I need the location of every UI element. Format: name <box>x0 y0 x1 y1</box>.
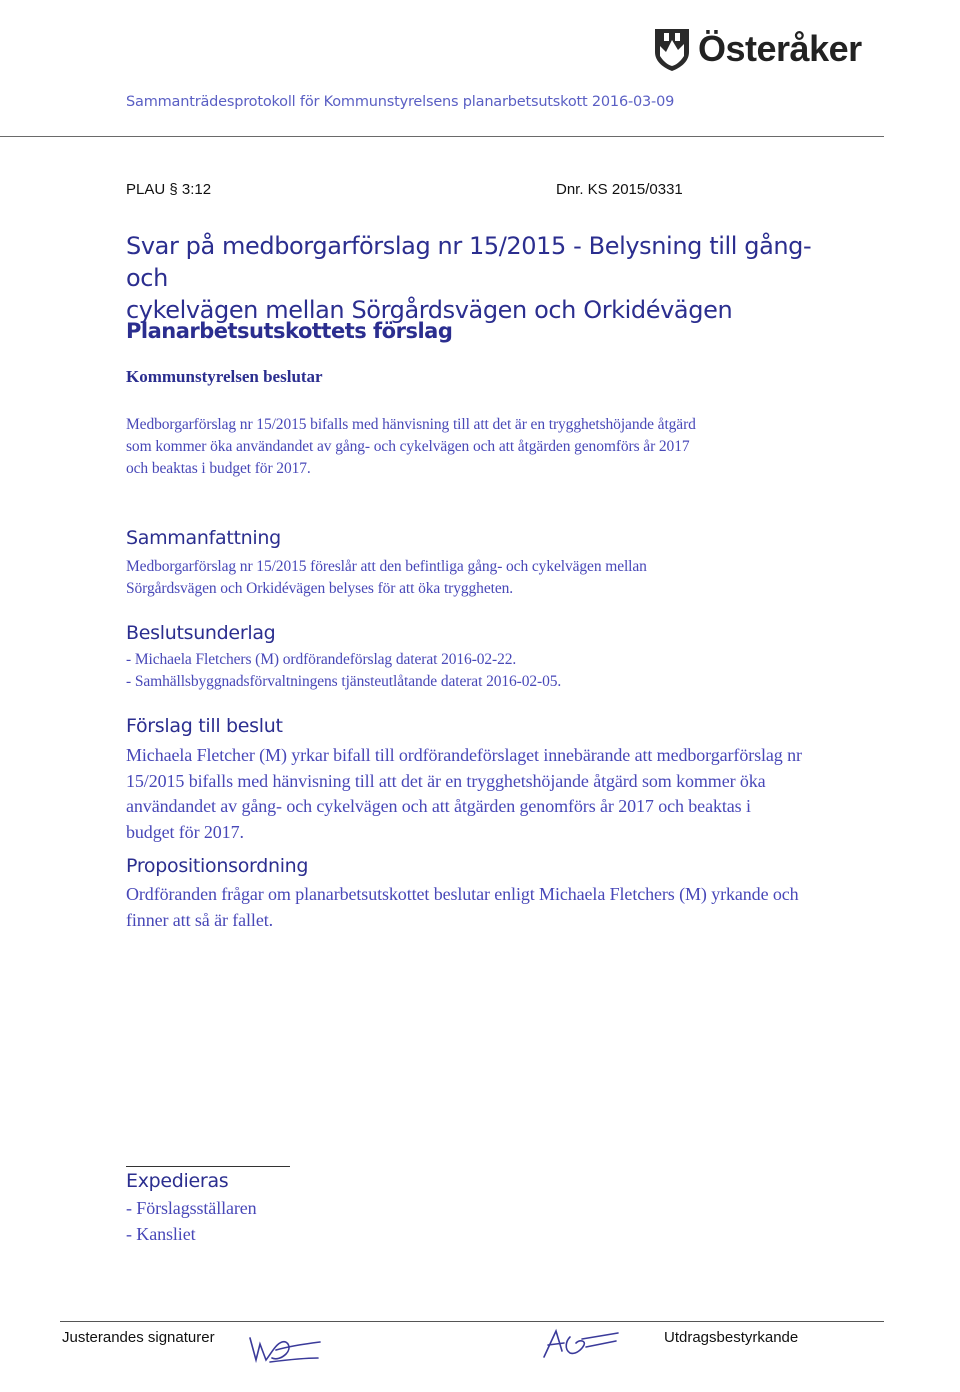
extract-certification-label: Utdragsbestyrkande <box>664 1329 799 1346</box>
minutes-header: Sammanträdesprotokoll för Kommunstyrelsens planarbetsutskott 2016-03-09 <box>126 94 675 110</box>
text-line: Medborgarförslag nr 15/2015 bifalls med hänvisning till att det är en trygghetshöjande åtgärd <box>126 416 696 433</box>
text-line: budget för 2017. <box>126 821 244 842</box>
signature-initials-2 <box>534 1327 620 1361</box>
basis-heading: Beslutsunderlag <box>126 622 276 644</box>
summary-heading: Sammanfattning <box>126 527 281 549</box>
text-line: finner att så är fallet. <box>126 909 274 930</box>
basis-list <box>126 649 561 693</box>
proposal-text <box>126 414 696 480</box>
motion-heading: Förslag till beslut <box>126 715 283 737</box>
list-item: - Michaela Fletchers (M) ordförandeförslag daterat 2016-02-22. <box>126 651 517 668</box>
text-line: som kommer öka användandet av gång- och cykelvägen och att åtgärden genomförs år 2017 <box>126 438 690 455</box>
proposal-heading: Planarbetsutskottets förslag <box>126 319 453 343</box>
municipality-logo <box>652 26 862 72</box>
text-line: 15/2015 bifalls med hänvisning till att det är en trygghetshöjande åtgärd som kommer öka <box>126 770 766 791</box>
motion-text <box>126 743 802 845</box>
text-line: Sörgårdsvägen och Orkidévägen belyses för att öka tryggheten. <box>126 580 514 597</box>
text-line: Michaela Fletcher (M) yrkar bifall till ordförandeförslaget innebärande att medborgarförslag nr <box>126 745 802 765</box>
dispatch-heading: Expedieras <box>126 1170 229 1192</box>
title-line: Svar på medborgarförslag nr 15/2015 - Belysning till gång- och <box>126 232 812 292</box>
text-line: Ordföranden frågar om planarbetsutskottet beslutar enligt Michaela Fletchers (M) yrkande och <box>126 884 799 904</box>
order-text <box>126 882 799 933</box>
board-decides-heading: Kommunstyrelsen beslutar <box>126 367 323 386</box>
dispatch-divider <box>126 1166 290 1167</box>
order-heading: Propositionsordning <box>126 855 309 877</box>
diary-number: Dnr. KS 2015/0331 <box>556 181 683 198</box>
logo-wordmark: Österåker <box>698 28 862 69</box>
header-divider <box>0 136 884 137</box>
list-item: - Samhällsbyggnadsförvaltningens tjänsteutlåtande daterat 2016-02-05. <box>126 673 562 690</box>
paragraph-reference: PLAU § 3:12 <box>126 181 212 198</box>
dispatch-list <box>126 1196 257 1247</box>
summary-text <box>126 556 647 600</box>
signature-initials-1 <box>246 1332 326 1366</box>
footer-divider <box>60 1321 884 1322</box>
text-line: och beaktas i budget för 2017. <box>126 460 311 477</box>
coat-of-arms-icon <box>652 26 692 72</box>
list-item: - Förslagsställaren <box>126 1198 257 1218</box>
text-line: användandet av gång- och cykelvägen och att åtgärden genomförs år 2017 och beaktas i <box>126 796 751 816</box>
document-title <box>126 230 826 326</box>
list-item: - Kansliet <box>126 1223 196 1244</box>
signatures-label: Justerandes signaturer <box>62 1329 215 1346</box>
text-line: Medborgarförslag nr 15/2015 föreslår att den befintliga gång- och cykelvägen mellan <box>126 558 647 575</box>
title-line: cykelvägen mellan Sörgårdsvägen och Orkidévägen <box>126 296 733 324</box>
